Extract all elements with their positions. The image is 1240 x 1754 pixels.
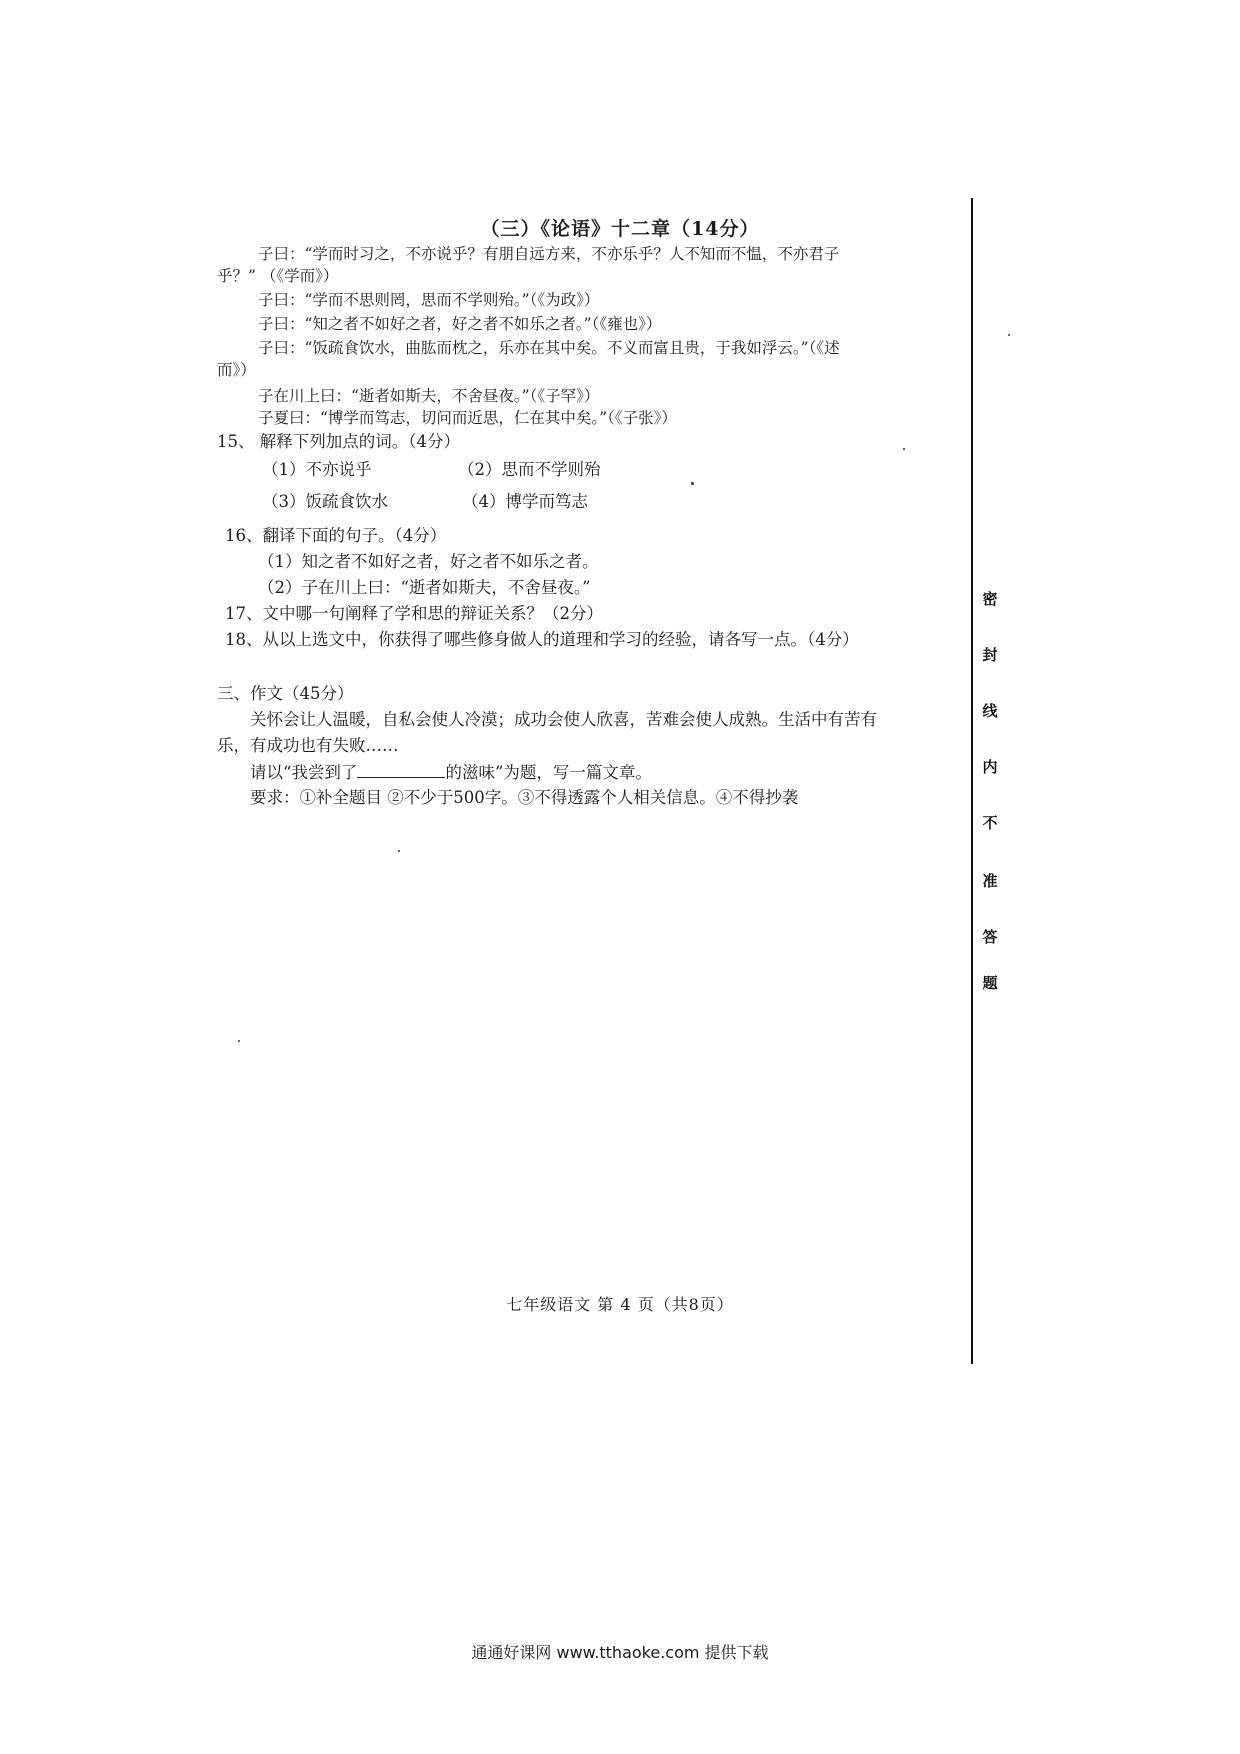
essay-line-1: 关怀会让人温暖，自私会使人冷漠；成功会使人欣喜，苦难会使人成熟。生活中有苦有: [250, 710, 877, 729]
title-blank: [357, 762, 445, 778]
passage-line-1: 子曰：“学而时习之，不亦说乎？有朋自远方来，不亦乐乎？人不知而不愠，不亦君子: [258, 245, 840, 263]
seal-char: 准: [982, 872, 998, 890]
question-16-stem: 16、翻译下面的句子。（4分）: [225, 526, 447, 545]
seal-char: 不: [982, 814, 998, 832]
seal-line: [971, 198, 973, 1364]
passage-line-4: 子曰：“知之者不如好之者，好之者不如乐之者。”（《雍也》）: [258, 315, 662, 333]
passage-line-8: 子夏曰：“博学而笃志，切问而近思，仁在其中矣。”（《子张》）: [258, 409, 677, 427]
seal-char: 题: [982, 974, 998, 992]
scan-speck: [398, 850, 400, 852]
question-15-item-1: （1）不亦说乎: [262, 460, 372, 479]
passage-line-6: 而》）: [217, 361, 256, 379]
question-15-item-3: （3）饭疏食饮水: [262, 492, 388, 511]
seal-char: 线: [982, 702, 998, 720]
seal-char: 密: [982, 590, 998, 608]
question-15-item-4: （4）博学而笃志: [462, 492, 588, 511]
question-16-item-1: （1）知之者不如好之者，好之者不如乐之者。: [258, 552, 599, 571]
section-title: （三）《论语》十二章（14分）: [480, 218, 760, 240]
question-18: 18、从以上选文中，你获得了哪些修身做人的道理和学习的经验，请各写一点。（4分）: [225, 630, 859, 649]
scan-speck: [1008, 334, 1010, 336]
essay-prompt: [250, 762, 652, 783]
passage-line-2: 乎？” （《学而》）: [217, 267, 339, 285]
question-15-stem: 15、 解释下列加点的词。（4分）: [217, 432, 460, 451]
seal-char: 内: [982, 758, 998, 776]
passage-line-5: 子曰：“饭疏食饮水，曲肱而枕之，乐亦在其中矣。不义而富且贵，于我如浮云。”（《述: [258, 339, 840, 357]
essay-prompt-before: 请以“我尝到了: [250, 763, 358, 782]
scan-speck: [903, 448, 905, 450]
download-credit: 通通好课网 www.tthaoke.com 提供下载: [471, 1643, 769, 1662]
passage-line-3: 子曰：“学而不思则罔，思而不学则殆。”（《为政》）: [258, 291, 600, 309]
question-16-item-2: （2）子在川上曰：“逝者如斯夫，不舍昼夜。”: [258, 578, 591, 597]
essay-line-2: 乐，有成功也有失败……: [217, 736, 399, 755]
essay-requirements: 要求：①补全题目 ②不少于500字。③不得透露个人相关信息。④不得抄袭: [250, 788, 799, 807]
scan-speck: [691, 482, 694, 485]
essay-heading: 三、作文（45分）: [217, 684, 354, 703]
seal-char: 封: [982, 646, 998, 664]
seal-char: 答: [982, 928, 998, 946]
essay-prompt-after: 的滋味”为题，写一篇文章。: [445, 763, 652, 782]
page-footer: 七年级语文 第 4 页（共8页）: [506, 1295, 734, 1314]
passage-line-7: 子在川上曰：“逝者如斯夫，不舍昼夜。”（《子罕》）: [258, 387, 600, 405]
question-15-item-2: （2）思而不学则殆: [458, 460, 601, 479]
question-17: 17、文中哪一句阐释了学和思的辩证关系？（2分）: [225, 604, 603, 623]
scan-speck: [238, 1040, 240, 1042]
